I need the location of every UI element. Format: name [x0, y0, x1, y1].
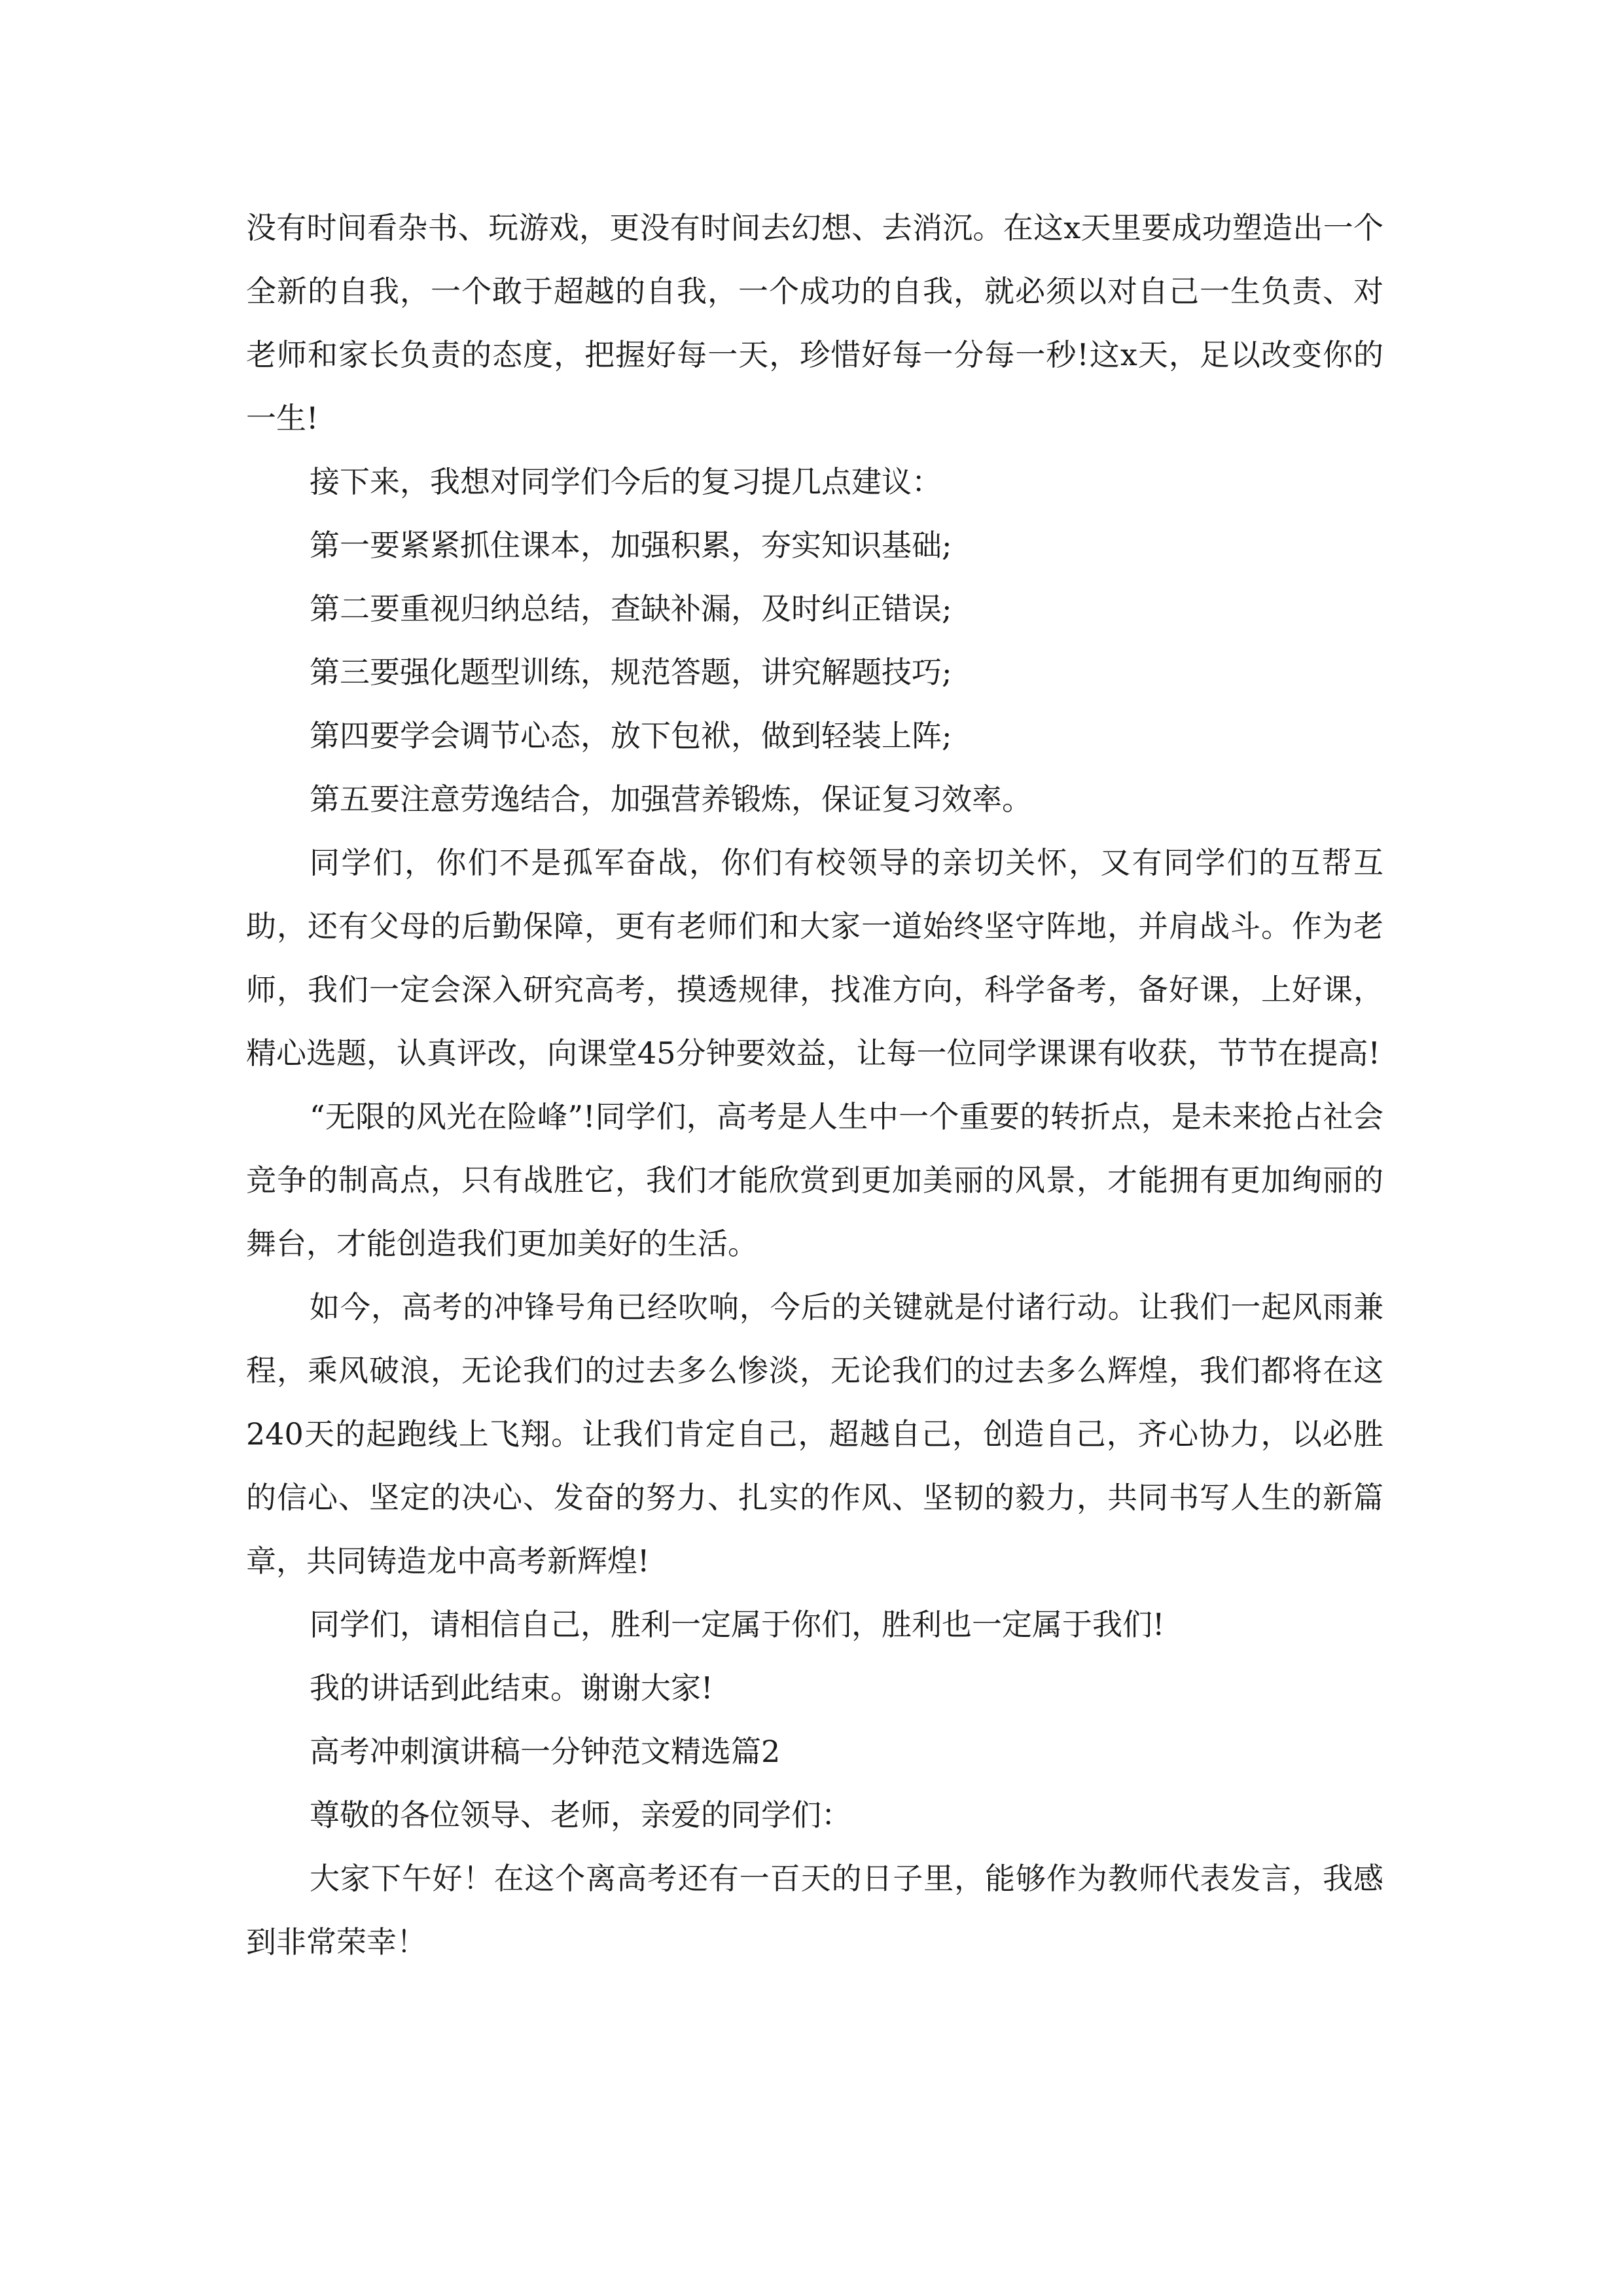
paragraph-suggestion-2: 第二要重视归纳总结，查缺补漏，及时纠正错误; — [310, 591, 952, 626]
paragraph-suggestion-5: 第五要注意劳逸结合，加强营养锻炼，保证复习效率。 — [310, 781, 1032, 817]
paragraph-greeting: 大家下午好！在这个离高考还有一百天的日子里，能够作为教师代表发言，我感到非常荣幸！ — [246, 1861, 1383, 1960]
paragraph-closing: 我的讲话到此结束。谢谢大家! — [310, 1670, 713, 1706]
paragraph-call-to-action: 如今，高考的冲锋号角已经吹响，今后的关键就是付诸行动。让我们一起风雨兼程，乘风破浪，无论我们的过去多么惨淡，无论我们的过去多么辉煌，我们都将在这240天的起跑线上飞翔。让我们肯定自己，超越自己，创造自己，齐心协力，以必胜的信心、坚定的决心、发奋的努力、扎实的作风、坚韧的毅力，共同书写人生的新篇章，共同铸造龙中高考新辉煌! — [246, 1289, 1383, 1579]
paragraph-teachers-support: 同学们，你们不是孤军奋战，你们有校领导的亲切关怀，又有同学们的互帮互助，还有父母的后勤保障，更有老师们和大家一道始终坚守阵地，并肩战斗。作为老师，我们一定会深入研究高考，摸透规律，找准方向，科学备考，备好课，上好课，精心选题，认真评改，向课堂45分钟要效益，让每一位同学课课有收获，节节在提高! — [246, 845, 1383, 1071]
paragraph-suggestion-4: 第四要学会调节心态，放下包袱，做到轻装上阵; — [310, 718, 952, 753]
document-body — [246, 196, 1383, 1974]
paragraph-believe: 同学们，请相信自己，胜利一定属于你们，胜利也一定属于我们! — [310, 1607, 1165, 1642]
paragraph-suggestion-3: 第三要强化题型训练，规范答题，讲究解题技巧; — [310, 655, 952, 690]
paragraph-suggestion-1: 第一要紧紧抓住课本，加强积累，夯实知识基础; — [310, 528, 952, 563]
paragraph-salutation: 尊敬的各位领导、老师，亲爱的同学们： — [310, 1797, 851, 1833]
paragraph-suggestions-intro: 接下来，我想对同学们今后的复习提几点建议： — [310, 464, 942, 499]
paragraph-turning-point: “无限的风光在险峰”!同学们，高考是人生中一个重要的转折点，是未来抢占社会竞争的制高点，只有战胜它，我们才能欣赏到更加美丽的风景，才能拥有更加绚丽的舞台，才能创造我们更加美好的生活。 — [246, 1099, 1383, 1261]
section-heading: 高考冲刺演讲稿一分钟范文精选篇2 — [310, 1734, 781, 1769]
paragraph-continuation: 没有时间看杂书、玩游戏，更没有时间去幻想、去消沉。在这x天里要成功塑造出一个全新的自我，一个敢于超越的自我，一个成功的自我，就必须以对自己一生负责、对老师和家长负责的态度，把握好每一天，珍惜好每一分每一秒!这x天，足以改变你的一生! — [246, 210, 1383, 436]
